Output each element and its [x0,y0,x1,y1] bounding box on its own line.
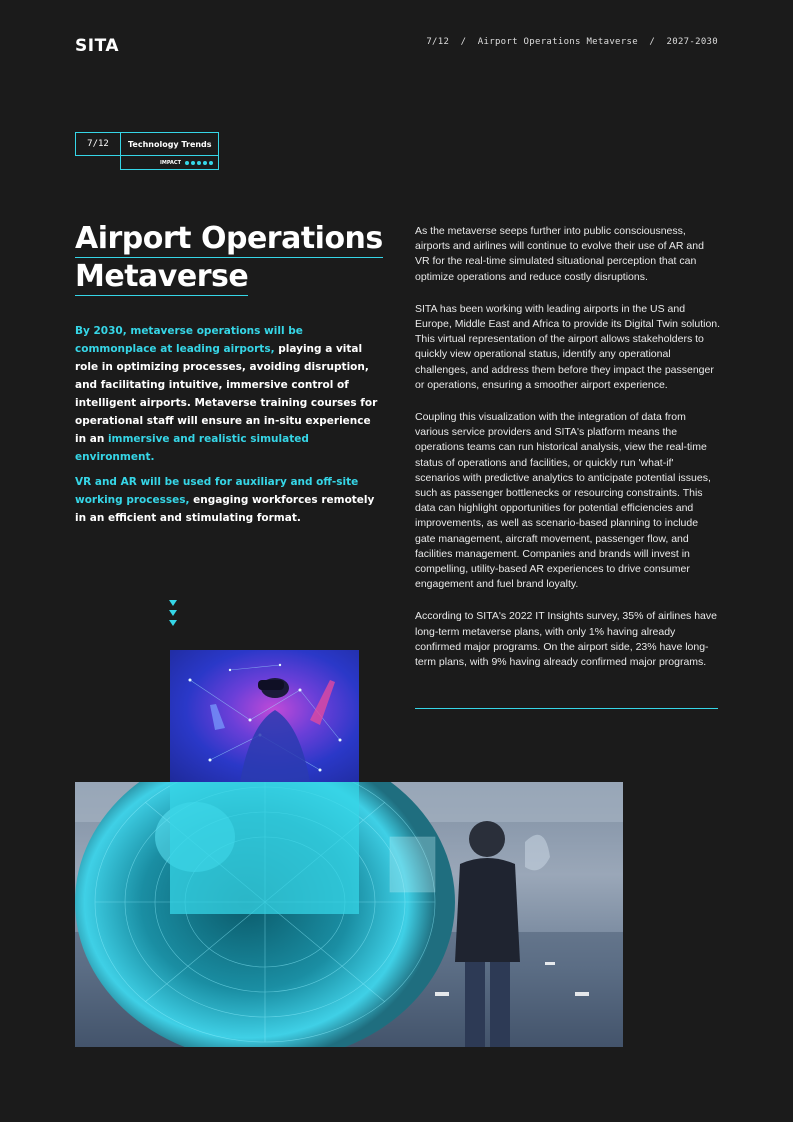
body-paragraph-3: Coupling this visualization with the integration of data from various service providers and SITA's platform means the operations teams can run historical analysis, view the real-time status of operations and facilities, or quickly run 'what-if' scenarios with predictive analytics to anticipate potential issues, such as passenger bottlenecks or resourcing constraints. This data can highlight opportunities for potential efficiencies and improvements, as well as scenario-based planning to include gate management, aircraft movement, passenger flow, and facilities management. Companies and brands will invest in compelling, utility-based AR experiences to drive consumer engagement and fuel brand loyalty. [415,411,711,591]
page-title [75,220,383,296]
impact-dot [197,161,201,165]
impact-dot [191,161,195,165]
down-arrows-icon [169,600,177,630]
arrow-down-icon [169,610,177,616]
body-paragraph-2: SITA has been working with leading airports in the US and Europe, Middle East and Africa to provide its Digital Twin solution. This virtual representation of the airport allows stakeholders to quickly view operational status, identify any operational challenges, and address them before they impact the passenger or operations, ensuring a smoother airport experience. [415,302,721,391]
impact-dot [203,161,207,165]
impact-rating [120,155,219,170]
lead-paragraph-1 [75,322,380,466]
lead-text: engaging workforces remotely in an efficient and stimulating format. [75,494,375,524]
sita-logo: SITA [75,36,120,56]
lead-highlight: immersive and realistic simulated environment. [75,433,309,463]
tag-number: 7/12 [75,132,121,156]
lead-summary [75,322,380,534]
impact-dot [209,161,213,165]
lead-highlight: VR and AR will be used for auxiliary and off-site working processes, [75,476,359,506]
vr-illustration [170,650,359,782]
lead-text: playing a vital role in optimizing processes, avoiding disruption, and facilitating intuitive, immersive control of intelligent airports. Metaverse training courses for operational staff will ensure an in-situ experience in an [75,343,378,445]
body-paragraph-1: As the metaverse seeps further into public consciousness, airports and airlines will continue to evolve their use of AR and VR for the real-time simulated situational perception that can optimize operations and reduce costly disruptions. [415,225,704,283]
impact-label: IMPACT [160,159,181,166]
arrow-down-icon [169,600,177,606]
section-divider [415,708,718,709]
impact-dot [185,161,189,165]
vr-headset-photo [170,650,359,782]
title-line-2: Metaverse [75,259,249,294]
lead-highlight: metaverse operations will be commonplace at leading airports, [75,325,303,355]
tag-category: Technology Trends [120,132,219,156]
lead-text: By 2030, [75,325,131,337]
accent-overlay [170,782,359,914]
body-paragraph-4: According to SITA's 2022 IT Insights survey, 35% of airlines have long-term metaverse plans, with only 1% having already confirmed major programs. On the airport side, 23% have long-term plans, with 9% having already confirmed major programs. [415,610,717,669]
lead-paragraph-2 [75,473,380,527]
arrow-down-icon [169,620,177,626]
trend-tag [75,132,219,170]
body-column [415,224,721,687]
title-line-1: Airport Operations [75,221,383,256]
header-breadcrumb: 7/12 / Airport Operations Metaverse / 2027-2030 [426,37,718,47]
